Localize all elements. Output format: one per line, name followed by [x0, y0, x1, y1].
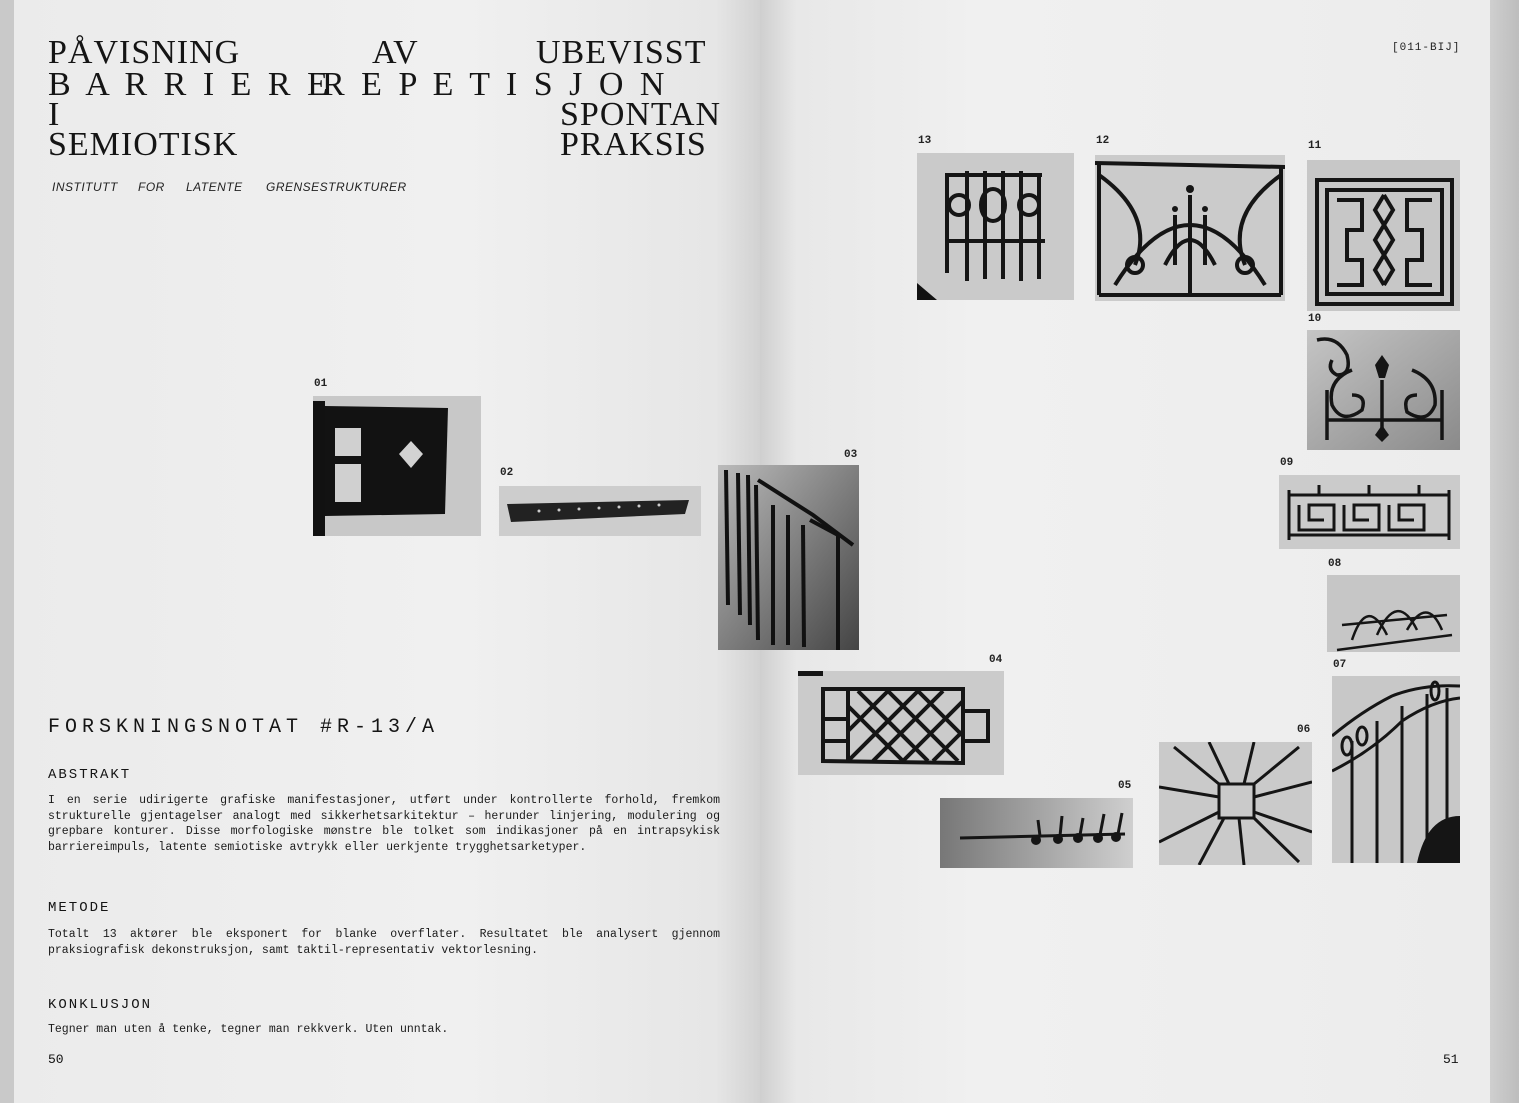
- figure-label-05: 05: [1118, 780, 1132, 792]
- section-body-konklusjon: Tegner man uten å tenke, tegner man rekkverk. Uten unntak.: [48, 1023, 449, 1036]
- title-word: R E P E T I S J O N: [322, 66, 669, 103]
- figure-07-drawing: [1332, 676, 1460, 863]
- figure-03-drawing: [718, 465, 859, 650]
- institute-word: LATENTE: [186, 180, 243, 194]
- figure-09-drawing: [1279, 475, 1460, 549]
- figure-02-drawing: [499, 486, 701, 536]
- page-number-right: 51: [1443, 1052, 1459, 1067]
- title-word: AV: [372, 34, 419, 71]
- figure-label-12: 12: [1096, 135, 1110, 147]
- figure-label-03: 03: [844, 449, 858, 461]
- title-word: PÅVISNING: [48, 34, 241, 71]
- figure-label-07: 07: [1333, 659, 1347, 671]
- title-word: I: [48, 96, 61, 133]
- page-edge-right: [1490, 0, 1519, 1103]
- title-word: SEMIOTISK: [48, 126, 239, 163]
- section-body-metode: Totalt 13 aktører ble eksponert for blanke overflater. Resultatet ble analysert gjennom praksiografisk dekonstruksjon, samt taktil-representativ vektorlesning.: [48, 928, 720, 957]
- page-edge-left: [0, 0, 14, 1103]
- figure-10-drawing: [1307, 330, 1460, 450]
- institute-word: INSTITUTT: [52, 180, 118, 194]
- figure-12-drawing: [1095, 155, 1285, 301]
- figure-label-01: 01: [314, 378, 328, 390]
- figure-label-04: 04: [989, 654, 1003, 666]
- figure-11-drawing: [1307, 160, 1460, 311]
- title-word: UBEVISST: [536, 34, 707, 71]
- institute-word: GRENSESTRUKTURER: [266, 180, 407, 194]
- section-heading-konklusjon: KONKLUSJON: [48, 997, 153, 1013]
- institute-word: FOR: [138, 180, 165, 194]
- figure-label-11: 11: [1308, 140, 1322, 152]
- figure-label-13: 13: [918, 135, 932, 147]
- title-word: PRAKSIS: [560, 126, 707, 163]
- figure-04-drawing: [798, 671, 1004, 775]
- figure-05-drawing: [940, 798, 1133, 868]
- figure-label-06: 06: [1297, 724, 1311, 736]
- section-body-abstrakt: I en serie udirigerte grafiske manifestasjoner, utført under kontrollerte forhold, fremkom strukturelle gjentagelser analogt med sikkerhetsarkitektur – herunder linjering, modulering og grepbare konturer. Disse morfologiske mønstre ble tolket som indikasjoner på en intrapsykisk barriereimpuls, latente semiotiske avtrykk eller uerkjente trygghetsarketyper.: [48, 794, 720, 854]
- figure-13-drawing: [917, 153, 1074, 300]
- title-word: B A R R I E R E: [48, 66, 332, 103]
- figure-06-drawing: [1159, 742, 1312, 865]
- section-heading-abstrakt: ABSTRAKT: [48, 767, 132, 783]
- figure-08-drawing: [1327, 575, 1460, 652]
- note-title: FORSKNINGSNOTAT #R-13/A: [48, 716, 440, 739]
- figure-label-10: 10: [1308, 313, 1322, 325]
- document-code: [011-BIJ]: [1392, 42, 1461, 54]
- figure-label-02: 02: [500, 467, 514, 479]
- figure-label-08: 08: [1328, 558, 1342, 570]
- section-heading-metode: METODE: [48, 900, 111, 916]
- page-number-left: 50: [48, 1052, 64, 1067]
- figure-01-drawing: [313, 396, 481, 536]
- title-word: SPONTAN: [560, 96, 722, 133]
- figure-label-09: 09: [1280, 457, 1294, 469]
